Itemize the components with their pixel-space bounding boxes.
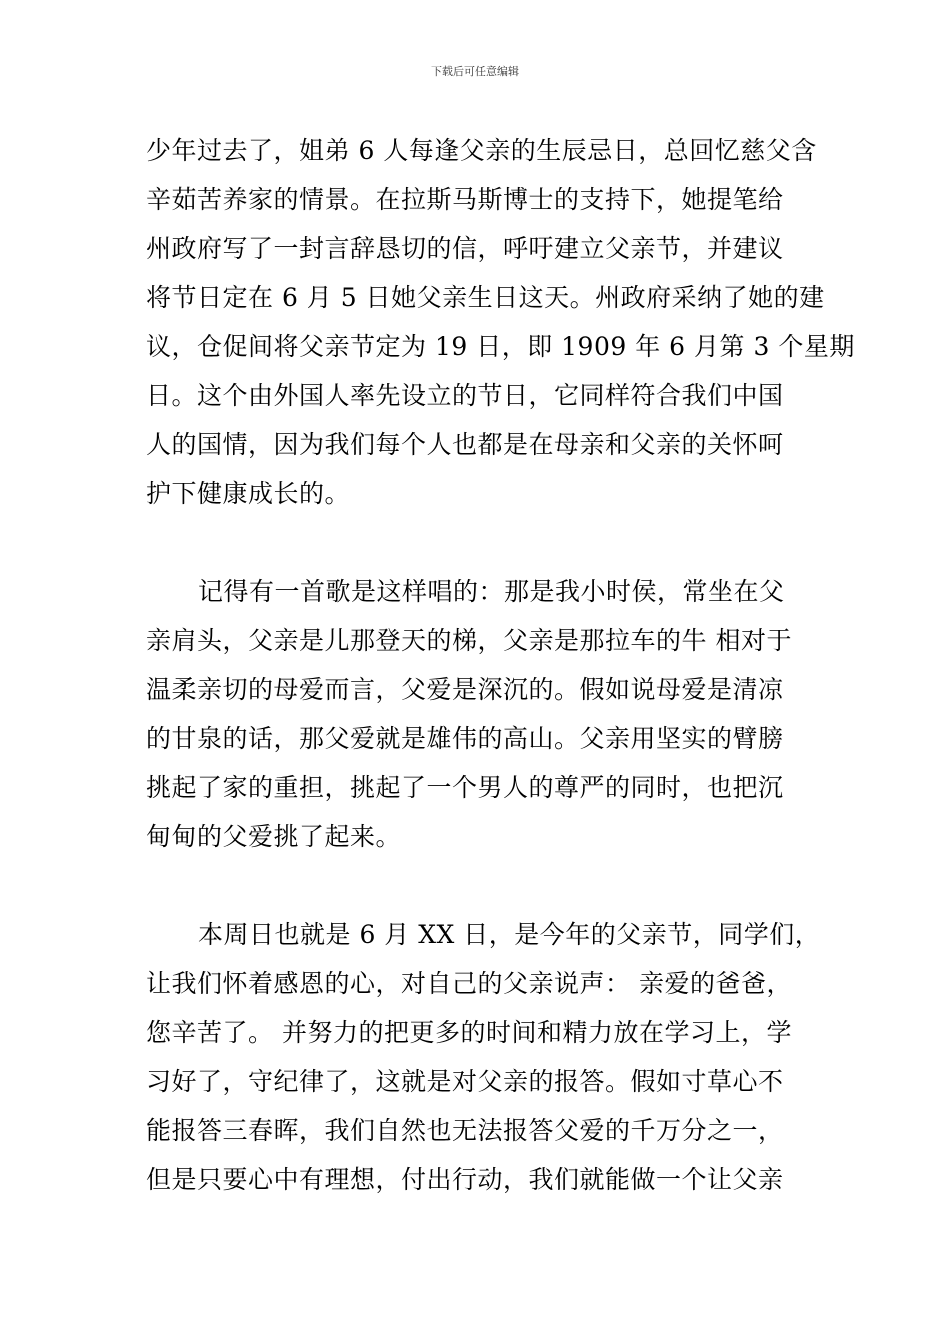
- text-line: 记得有一首歌是这样唱的：那是我小时侯，常坐在父: [198, 577, 785, 606]
- text-line: 辛茹苦养家的情景。在拉斯马斯博士的支持下，她提笔给: [146, 185, 784, 214]
- text-line: 温柔亲切的母爱而言，父爱是深沉的。假如说母爱是清凉: [146, 675, 784, 704]
- text-line: 习好了，守纪律了，这就是对父亲的报答。假如寸草心不: [146, 1067, 784, 1096]
- text-line: 亲肩头，父亲是儿那登天的梯，父亲是那拉车的牛 相对于: [146, 626, 792, 655]
- text-line: 甸甸的父爱挑了起来。: [146, 822, 402, 851]
- text-line: 让我们怀着感恩的心，对自己的父亲说声： 亲爱的爸爸，: [146, 969, 792, 998]
- text-line: 能报答三春晖，我们自然也无法报答父爱的千万分之一，: [146, 1116, 784, 1145]
- body-text: [146, 126, 855, 1204]
- text-line: 本周日也就是 6 月 XX 日，是今年的父亲节，同学们，: [198, 920, 821, 949]
- paragraph: [146, 567, 810, 861]
- paragraph: [146, 910, 821, 1204]
- text-line: 州政府写了一封言辞恳切的信，呼吁建立父亲节，并建议: [146, 234, 784, 263]
- text-line: 议，仓促间将父亲节定为 19 日，即 1909 年 6 月第 3 个星期: [146, 332, 855, 361]
- text-line: 但是只要心中有理想，付出行动，我们就能做一个让父亲: [146, 1165, 784, 1194]
- text-line: 挑起了家的重担，挑起了一个男人的尊严的同时，也把沉: [146, 773, 784, 802]
- text-line: 的甘泉的话，那父爱就是雄伟的高山。父亲用坚实的臂膀: [146, 724, 784, 753]
- text-line: 人的国情，因为我们每个人也都是在母亲和父亲的关怀呵: [146, 430, 784, 459]
- paragraph: [146, 126, 855, 518]
- paragraph-spacer: [146, 518, 810, 567]
- text-line: 将节日定在 6 月 5 日她父亲生日这天。州政府采纳了她的建: [146, 283, 825, 312]
- text-line: 少年过去了，姐弟 6 人每逢父亲的生辰忌日，总回忆慈父含: [146, 136, 817, 165]
- header-note: 下载后可任意编辑: [431, 65, 519, 78]
- text-line: 日。这个由外国人率先设立的节日，它同样符合我们中国: [146, 381, 784, 410]
- text-line: 护下健康成长的。: [146, 479, 351, 508]
- text-line: 您辛苦了。 并努力的把更多的时间和精力放在学习上，学: [146, 1018, 792, 1047]
- paragraph-spacer: [146, 861, 810, 910]
